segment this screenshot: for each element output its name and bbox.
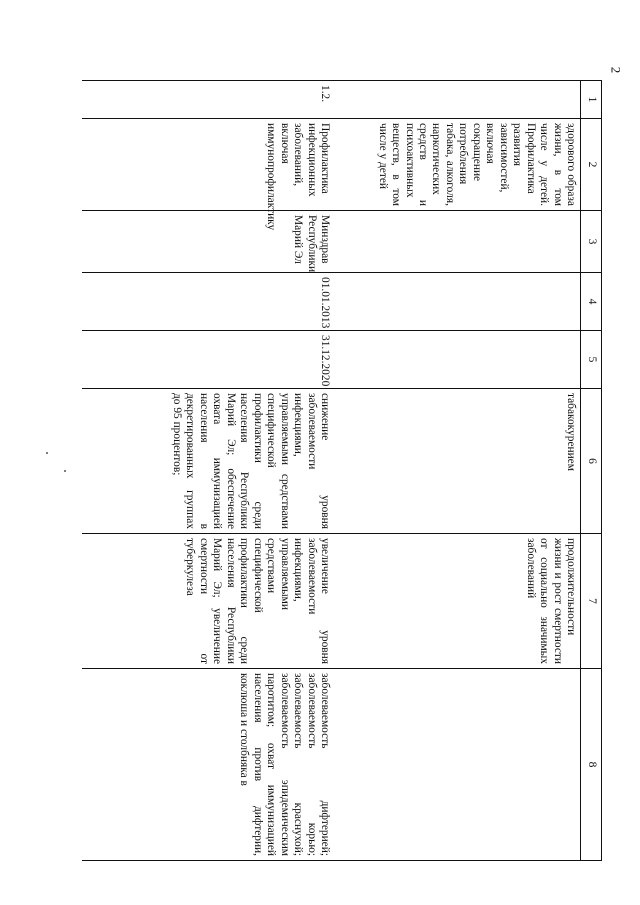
table-row <box>82 81 334 861</box>
column-number: 1 <box>581 81 602 119</box>
indicators-cell <box>334 669 581 861</box>
table-row <box>334 81 581 861</box>
end-date-cell <box>334 331 581 389</box>
row-number-cell <box>334 81 581 119</box>
column-number: 2 <box>581 119 602 211</box>
executor-cell <box>334 211 581 273</box>
indicators-cell: заболеваемость дифтерией; заболеваемость корью; заболеваемость краснухой; заболеваемость эпидемическим паротитом; охват иммунизацией населения против дифтерии, коклюша и столбняка в <box>82 669 334 861</box>
column-number: 3 <box>581 211 602 273</box>
expected-result-cell: снижение уровня заболеваемости инфекциями, управляемыми средствами специфической профилактики среди населения Республики Марий Эл; обеспечение охвата иммунизацией населения в декретированных группах до 95 процентов; <box>82 389 334 534</box>
column-number: 8 <box>581 669 602 861</box>
activity-name-cell: Профилактика инфекционных заболеваний, включая иммунопрофилактику <box>82 119 334 211</box>
activity-name-cell: здорового образа жизни, в том числе у детей. Профилактика развития зависимостей, включая сокращение потребления табака, алкоголя, наркотических средств и психоактивных веществ, в том числе у детей <box>334 119 581 211</box>
start-date-cell: 01.01.2013 <box>82 273 334 331</box>
end-date-cell: 31.12.2020 <box>82 331 334 389</box>
column-number: 5 <box>581 331 602 389</box>
rotated-table-wrapper <box>82 80 602 860</box>
page-number: 2 <box>607 66 623 74</box>
expected-result-cell: табакокурением <box>334 389 581 534</box>
scan-speck <box>64 470 66 472</box>
scan-speck <box>46 452 48 454</box>
program-table <box>82 80 602 861</box>
start-date-cell <box>334 273 581 331</box>
column-number: 6 <box>581 389 602 534</box>
row-number-cell: 1.2. <box>82 81 334 119</box>
column-number-row <box>581 81 602 861</box>
consequences-cell: увеличение уровня заболеваемости инфекциями, управляемыми средствами специфической профилактики среди населения Республики Марий Эл; увеличение смертности от туберкулеза <box>82 534 334 669</box>
column-number: 4 <box>581 273 602 331</box>
column-number: 7 <box>581 534 602 669</box>
consequences-cell: продолжительности жизни и рост смертности от социально значимых заболеваний <box>334 534 581 669</box>
executor-cell: Минздрав Республики Марий Эл <box>82 211 334 273</box>
